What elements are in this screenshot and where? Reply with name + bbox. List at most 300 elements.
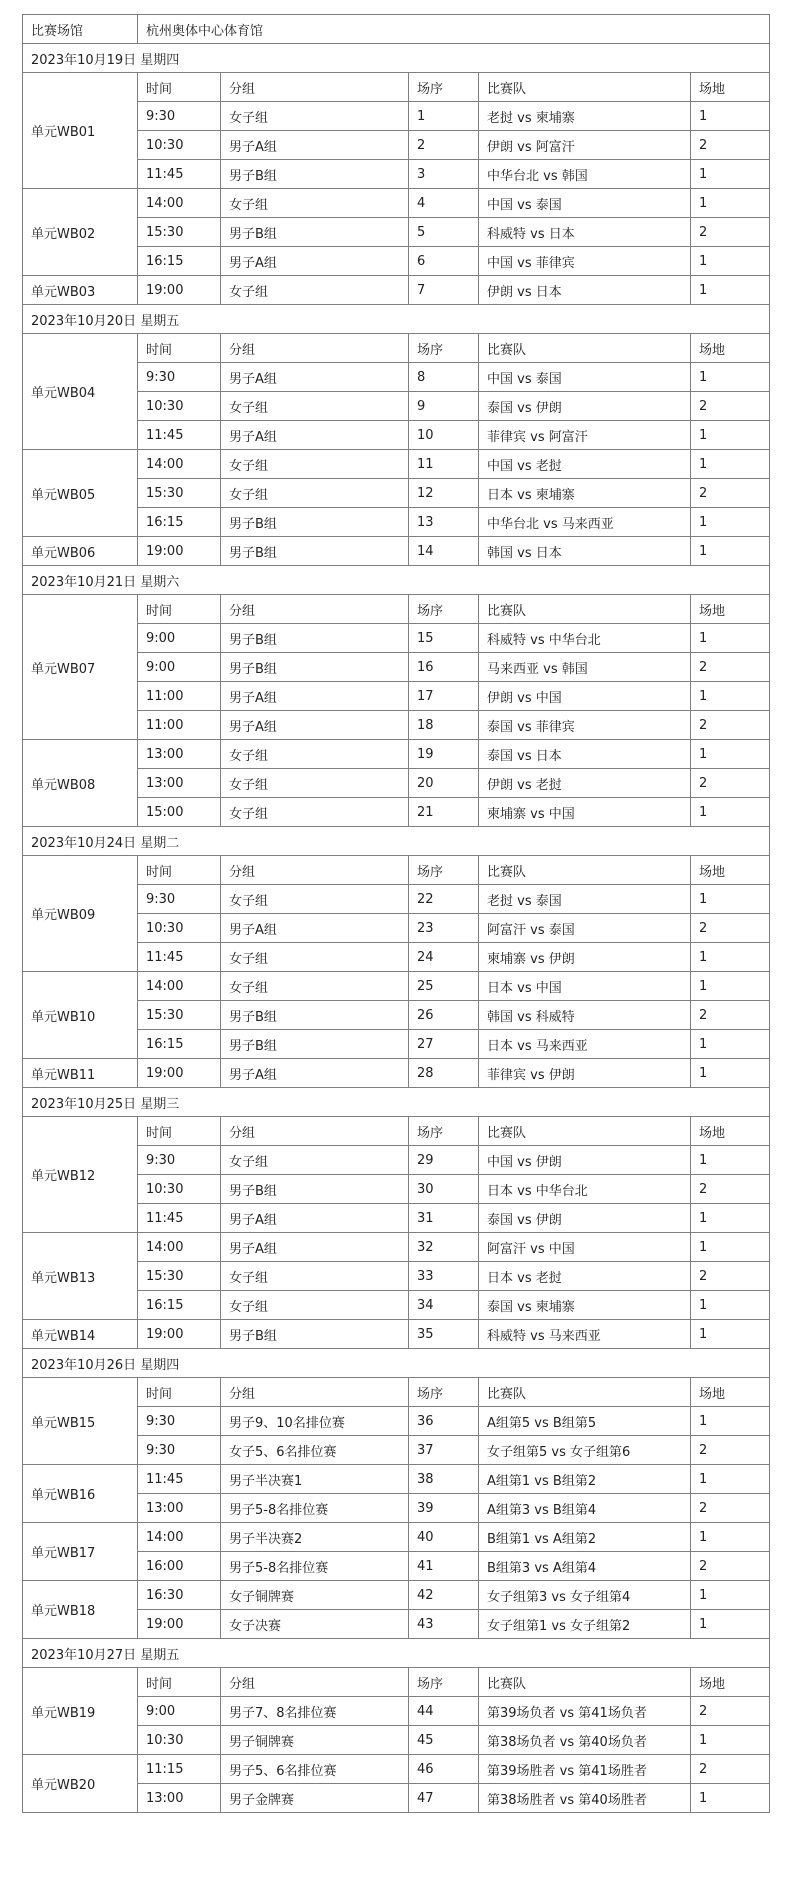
match-court: 1: [691, 943, 770, 972]
match-time: 14:00: [138, 1233, 221, 1262]
match-group: 男子B组: [221, 160, 409, 189]
date-row: [23, 1349, 770, 1378]
match-court: 1: [691, 102, 770, 131]
match-teams: 柬埔寨 vs 中国: [479, 798, 691, 827]
match-match-no: 11: [409, 450, 479, 479]
match-teams: B组第1 vs A组第2: [479, 1523, 691, 1552]
match-time: 10:30: [138, 914, 221, 943]
match-court: 1: [691, 1059, 770, 1088]
unit-label: 单元WB12: [23, 1117, 138, 1233]
match-match-no: 31: [409, 1204, 479, 1233]
match-group: 男子A组: [221, 682, 409, 711]
match-teams: 阿富汗 vs 中国: [479, 1233, 691, 1262]
match-teams: 日本 vs 老挝: [479, 1262, 691, 1291]
date-row: [23, 44, 770, 73]
match-match-no: 36: [409, 1407, 479, 1436]
match-time: 9:00: [138, 1697, 221, 1726]
column-header-group: 分组: [221, 595, 409, 624]
match-group: 女子组: [221, 1146, 409, 1175]
column-header-time: 时间: [138, 856, 221, 885]
match-teams: 中国 vs 伊朗: [479, 1146, 691, 1175]
match-time: 9:30: [138, 1407, 221, 1436]
match-teams: B组第3 vs A组第4: [479, 1552, 691, 1581]
match-group: 女子组: [221, 392, 409, 421]
match-court: 1: [691, 1610, 770, 1639]
match-row: [23, 450, 770, 479]
match-teams: 泰国 vs 伊朗: [479, 1204, 691, 1233]
unit-label: 单元WB20: [23, 1755, 138, 1813]
column-header-row: [23, 73, 770, 102]
column-header-time: 时间: [138, 1668, 221, 1697]
match-group: 男子A组: [221, 914, 409, 943]
column-header-teams: 比赛队: [479, 334, 691, 363]
match-time: 19:00: [138, 1059, 221, 1088]
venue-name: 杭州奥体中心体育馆: [138, 15, 770, 44]
match-match-no: 28: [409, 1059, 479, 1088]
unit-label: 单元WB18: [23, 1581, 138, 1639]
match-court: 1: [691, 682, 770, 711]
match-time: 11:45: [138, 1204, 221, 1233]
column-header-court: 场地: [691, 73, 770, 102]
date-heading: 2023年10月21日 星期六: [23, 566, 770, 595]
match-court: 1: [691, 160, 770, 189]
match-court: 1: [691, 1146, 770, 1175]
match-time: 19:00: [138, 1610, 221, 1639]
match-court: 1: [691, 276, 770, 305]
match-group: 男子A组: [221, 131, 409, 160]
column-header-court: 场地: [691, 595, 770, 624]
column-header-group: 分组: [221, 856, 409, 885]
match-teams: 中华台北 vs 韩国: [479, 160, 691, 189]
match-court: 2: [691, 1552, 770, 1581]
date-row: [23, 827, 770, 856]
match-match-no: 7: [409, 276, 479, 305]
unit-label: 单元WB07: [23, 595, 138, 740]
match-match-no: 46: [409, 1755, 479, 1784]
column-header-group: 分组: [221, 1117, 409, 1146]
match-time: 11:15: [138, 1755, 221, 1784]
date-heading: 2023年10月26日 星期四: [23, 1349, 770, 1378]
match-match-no: 27: [409, 1030, 479, 1059]
match-match-no: 29: [409, 1146, 479, 1175]
match-group: 男子铜牌赛: [221, 1726, 409, 1755]
match-time: 9:30: [138, 363, 221, 392]
column-header-row: [23, 1668, 770, 1697]
match-row: [23, 972, 770, 1001]
match-time: 16:15: [138, 247, 221, 276]
match-match-no: 22: [409, 885, 479, 914]
date-row: [23, 566, 770, 595]
match-time: 16:30: [138, 1581, 221, 1610]
match-group: 女子组: [221, 479, 409, 508]
unit-label: 单元WB16: [23, 1465, 138, 1523]
match-teams: A组第5 vs B组第5: [479, 1407, 691, 1436]
match-court: 1: [691, 1204, 770, 1233]
match-time: 11:45: [138, 943, 221, 972]
column-header-teams: 比赛队: [479, 1378, 691, 1407]
column-header-teams: 比赛队: [479, 595, 691, 624]
match-time: 19:00: [138, 276, 221, 305]
match-time: 16:15: [138, 1291, 221, 1320]
match-time: 10:30: [138, 392, 221, 421]
match-court: 1: [691, 1030, 770, 1059]
unit-label: 单元WB10: [23, 972, 138, 1059]
schedule-table: [22, 14, 770, 1813]
date-heading: 2023年10月27日 星期五: [23, 1639, 770, 1668]
match-teams: 女子组第5 vs 女子组第6: [479, 1436, 691, 1465]
match-teams: 韩国 vs 日本: [479, 537, 691, 566]
match-match-no: 13: [409, 508, 479, 537]
column-header-row: [23, 856, 770, 885]
match-teams: 女子组第3 vs 女子组第4: [479, 1581, 691, 1610]
match-court: 1: [691, 508, 770, 537]
schedule-body: [23, 15, 770, 1813]
match-court: 1: [691, 1320, 770, 1349]
match-match-no: 38: [409, 1465, 479, 1494]
match-time: 14:00: [138, 972, 221, 1001]
match-group: 男子B组: [221, 1320, 409, 1349]
unit-label: 单元WB08: [23, 740, 138, 827]
match-group: 女子组: [221, 885, 409, 914]
match-group: 男子半决赛2: [221, 1523, 409, 1552]
match-match-no: 30: [409, 1175, 479, 1204]
match-teams: 日本 vs 中华台北: [479, 1175, 691, 1204]
match-court: 1: [691, 624, 770, 653]
match-time: 11:00: [138, 711, 221, 740]
match-match-no: 5: [409, 218, 479, 247]
match-time: 9:00: [138, 653, 221, 682]
match-match-no: 23: [409, 914, 479, 943]
match-group: 男子5-8名排位赛: [221, 1552, 409, 1581]
match-teams: A组第1 vs B组第2: [479, 1465, 691, 1494]
match-court: 2: [691, 218, 770, 247]
match-court: 1: [691, 189, 770, 218]
match-match-no: 17: [409, 682, 479, 711]
unit-label: 单元WB14: [23, 1320, 138, 1349]
match-group: 男子7、8名排位赛: [221, 1697, 409, 1726]
match-teams: 日本 vs 中国: [479, 972, 691, 1001]
match-court: 2: [691, 1262, 770, 1291]
match-group: 男子5、6名排位赛: [221, 1755, 409, 1784]
match-row: [23, 1581, 770, 1610]
match-group: 男子半决赛1: [221, 1465, 409, 1494]
match-court: 1: [691, 885, 770, 914]
match-court: 2: [691, 653, 770, 682]
match-group: 男子A组: [221, 1059, 409, 1088]
match-group: 女子组: [221, 102, 409, 131]
column-header-teams: 比赛队: [479, 856, 691, 885]
match-group: 女子组: [221, 1291, 409, 1320]
match-group: 男子A组: [221, 1204, 409, 1233]
match-time: 15:30: [138, 1001, 221, 1030]
column-header-group: 分组: [221, 334, 409, 363]
column-header-court: 场地: [691, 1117, 770, 1146]
match-court: 2: [691, 1755, 770, 1784]
unit-label: 单元WB04: [23, 334, 138, 450]
match-time: 9:30: [138, 885, 221, 914]
match-group: 男子A组: [221, 1233, 409, 1262]
match-time: 16:15: [138, 1030, 221, 1059]
column-header-court: 场地: [691, 334, 770, 363]
match-teams: 伊朗 vs 中国: [479, 682, 691, 711]
match-teams: 老挝 vs 柬埔寨: [479, 102, 691, 131]
match-court: 1: [691, 1726, 770, 1755]
match-group: 女子组: [221, 943, 409, 972]
match-teams: 女子组第1 vs 女子组第2: [479, 1610, 691, 1639]
match-row: [23, 1059, 770, 1088]
match-match-no: 44: [409, 1697, 479, 1726]
match-teams: 中国 vs 老挝: [479, 450, 691, 479]
match-court: 2: [691, 1494, 770, 1523]
unit-label: 单元WB05: [23, 450, 138, 537]
unit-label: 单元WB06: [23, 537, 138, 566]
match-group: 男子金牌赛: [221, 1784, 409, 1813]
match-teams: 中国 vs 泰国: [479, 189, 691, 218]
match-court: 2: [691, 1436, 770, 1465]
match-court: 2: [691, 1001, 770, 1030]
match-court: 2: [691, 769, 770, 798]
match-time: 15:30: [138, 218, 221, 247]
match-teams: 科威特 vs 马来西亚: [479, 1320, 691, 1349]
match-group: 男子A组: [221, 421, 409, 450]
date-heading: 2023年10月19日 星期四: [23, 44, 770, 73]
match-row: [23, 1755, 770, 1784]
column-header-court: 场地: [691, 1378, 770, 1407]
match-group: 男子A组: [221, 363, 409, 392]
date-row: [23, 305, 770, 334]
match-time: 16:15: [138, 508, 221, 537]
match-row: [23, 276, 770, 305]
match-time: 15:30: [138, 1262, 221, 1291]
match-group: 男子B组: [221, 508, 409, 537]
match-match-no: 32: [409, 1233, 479, 1262]
column-header-match-no: 场序: [409, 856, 479, 885]
match-match-no: 35: [409, 1320, 479, 1349]
match-match-no: 3: [409, 160, 479, 189]
match-match-no: 8: [409, 363, 479, 392]
match-teams: 第39场负者 vs 第41场负者: [479, 1697, 691, 1726]
match-match-no: 26: [409, 1001, 479, 1030]
match-teams: 韩国 vs 科威特: [479, 1001, 691, 1030]
match-group: 男子9、10名排位赛: [221, 1407, 409, 1436]
match-court: 1: [691, 972, 770, 1001]
match-group: 女子决赛: [221, 1610, 409, 1639]
match-match-no: 15: [409, 624, 479, 653]
match-match-no: 9: [409, 392, 479, 421]
column-header-group: 分组: [221, 1378, 409, 1407]
date-heading: 2023年10月25日 星期三: [23, 1088, 770, 1117]
match-match-no: 19: [409, 740, 479, 769]
match-time: 9:30: [138, 102, 221, 131]
match-teams: 泰国 vs 柬埔寨: [479, 1291, 691, 1320]
date-row: [23, 1639, 770, 1668]
column-header-match-no: 场序: [409, 595, 479, 624]
match-time: 11:45: [138, 1465, 221, 1494]
match-row: [23, 1233, 770, 1262]
match-court: 1: [691, 363, 770, 392]
match-court: 1: [691, 798, 770, 827]
match-teams: 菲律宾 vs 阿富汗: [479, 421, 691, 450]
match-time: 9:30: [138, 1146, 221, 1175]
unit-label: 单元WB19: [23, 1668, 138, 1755]
column-header-teams: 比赛队: [479, 1668, 691, 1697]
match-court: 2: [691, 914, 770, 943]
match-court: 2: [691, 479, 770, 508]
match-match-no: 18: [409, 711, 479, 740]
match-time: 15:00: [138, 798, 221, 827]
column-header-row: [23, 1117, 770, 1146]
match-teams: 中华台北 vs 马来西亚: [479, 508, 691, 537]
match-teams: 柬埔寨 vs 伊朗: [479, 943, 691, 972]
match-time: 13:00: [138, 1494, 221, 1523]
venue-label: 比赛场馆: [23, 15, 138, 44]
column-header-time: 时间: [138, 1378, 221, 1407]
match-teams: 第38场胜者 vs 第40场胜者: [479, 1784, 691, 1813]
column-header-match-no: 场序: [409, 1668, 479, 1697]
column-header-teams: 比赛队: [479, 73, 691, 102]
match-match-no: 39: [409, 1494, 479, 1523]
match-match-no: 12: [409, 479, 479, 508]
column-header-time: 时间: [138, 595, 221, 624]
match-court: 1: [691, 421, 770, 450]
match-time: 11:45: [138, 421, 221, 450]
column-header-group: 分组: [221, 73, 409, 102]
match-group: 男子B组: [221, 1030, 409, 1059]
match-court: 1: [691, 1465, 770, 1494]
match-group: 男子B组: [221, 624, 409, 653]
unit-label: 单元WB13: [23, 1233, 138, 1320]
match-match-no: 1: [409, 102, 479, 131]
match-teams: 日本 vs 马来西亚: [479, 1030, 691, 1059]
match-teams: 伊朗 vs 阿富汗: [479, 131, 691, 160]
match-teams: 第38场负者 vs 第40场负者: [479, 1726, 691, 1755]
match-teams: 老挝 vs 泰国: [479, 885, 691, 914]
column-header-row: [23, 334, 770, 363]
match-time: 13:00: [138, 740, 221, 769]
match-group: 女子组: [221, 972, 409, 1001]
column-header-teams: 比赛队: [479, 1117, 691, 1146]
match-teams: 伊朗 vs 老挝: [479, 769, 691, 798]
column-header-match-no: 场序: [409, 1117, 479, 1146]
match-group: 女子5、6名排位赛: [221, 1436, 409, 1465]
match-teams: 中国 vs 泰国: [479, 363, 691, 392]
match-match-no: 45: [409, 1726, 479, 1755]
match-teams: A组第3 vs B组第4: [479, 1494, 691, 1523]
match-teams: 泰国 vs 日本: [479, 740, 691, 769]
column-header-time: 时间: [138, 334, 221, 363]
match-match-no: 42: [409, 1581, 479, 1610]
match-court: 2: [691, 392, 770, 421]
match-group: 女子组: [221, 276, 409, 305]
unit-label: 单元WB01: [23, 73, 138, 189]
match-match-no: 47: [409, 1784, 479, 1813]
match-group: 女子组: [221, 1262, 409, 1291]
column-header-time: 时间: [138, 73, 221, 102]
match-court: 2: [691, 1175, 770, 1204]
match-match-no: 33: [409, 1262, 479, 1291]
match-match-no: 20: [409, 769, 479, 798]
match-time: 19:00: [138, 1320, 221, 1349]
match-court: 2: [691, 1697, 770, 1726]
match-court: 1: [691, 740, 770, 769]
unit-label: 单元WB03: [23, 276, 138, 305]
match-time: 19:00: [138, 537, 221, 566]
match-court: 1: [691, 1784, 770, 1813]
date-row: [23, 1088, 770, 1117]
match-match-no: 43: [409, 1610, 479, 1639]
match-match-no: 6: [409, 247, 479, 276]
match-court: 2: [691, 711, 770, 740]
match-court: 1: [691, 1523, 770, 1552]
match-teams: 中国 vs 菲律宾: [479, 247, 691, 276]
match-teams: 科威特 vs 中华台北: [479, 624, 691, 653]
match-group: 女子组: [221, 450, 409, 479]
match-court: 1: [691, 1233, 770, 1262]
match-time: 11:45: [138, 160, 221, 189]
match-teams: 泰国 vs 伊朗: [479, 392, 691, 421]
unit-label: 单元WB09: [23, 856, 138, 972]
match-teams: 科威特 vs 日本: [479, 218, 691, 247]
match-group: 女子组: [221, 798, 409, 827]
unit-label: 单元WB02: [23, 189, 138, 276]
match-match-no: 40: [409, 1523, 479, 1552]
match-time: 15:30: [138, 479, 221, 508]
match-time: 13:00: [138, 769, 221, 798]
column-header-group: 分组: [221, 1668, 409, 1697]
column-header-match-no: 场序: [409, 73, 479, 102]
match-match-no: 21: [409, 798, 479, 827]
date-heading: 2023年10月20日 星期五: [23, 305, 770, 334]
match-time: 10:30: [138, 1175, 221, 1204]
match-group: 男子B组: [221, 1175, 409, 1204]
column-header-row: [23, 595, 770, 624]
match-group: 女子组: [221, 189, 409, 218]
match-group: 女子铜牌赛: [221, 1581, 409, 1610]
column-header-match-no: 场序: [409, 334, 479, 363]
match-court: 1: [691, 1407, 770, 1436]
column-header-court: 场地: [691, 1668, 770, 1697]
venue-row: [23, 15, 770, 44]
match-match-no: 2: [409, 131, 479, 160]
match-row: [23, 537, 770, 566]
match-match-no: 14: [409, 537, 479, 566]
match-row: [23, 1465, 770, 1494]
match-match-no: 37: [409, 1436, 479, 1465]
match-teams: 伊朗 vs 日本: [479, 276, 691, 305]
match-court: 1: [691, 450, 770, 479]
match-time: 11:00: [138, 682, 221, 711]
match-match-no: 34: [409, 1291, 479, 1320]
match-teams: 阿富汗 vs 泰国: [479, 914, 691, 943]
match-row: [23, 189, 770, 218]
match-match-no: 24: [409, 943, 479, 972]
match-court: 1: [691, 537, 770, 566]
match-teams: 菲律宾 vs 伊朗: [479, 1059, 691, 1088]
match-time: 14:00: [138, 450, 221, 479]
match-group: 男子B组: [221, 653, 409, 682]
match-match-no: 41: [409, 1552, 479, 1581]
unit-label: 单元WB17: [23, 1523, 138, 1581]
unit-label: 单元WB15: [23, 1378, 138, 1465]
match-time: 14:00: [138, 189, 221, 218]
unit-label: 单元WB11: [23, 1059, 138, 1088]
match-court: 2: [691, 131, 770, 160]
match-match-no: 16: [409, 653, 479, 682]
match-group: 男子B组: [221, 537, 409, 566]
match-time: 9:00: [138, 624, 221, 653]
match-teams: 马来西亚 vs 韩国: [479, 653, 691, 682]
match-court: 1: [691, 247, 770, 276]
